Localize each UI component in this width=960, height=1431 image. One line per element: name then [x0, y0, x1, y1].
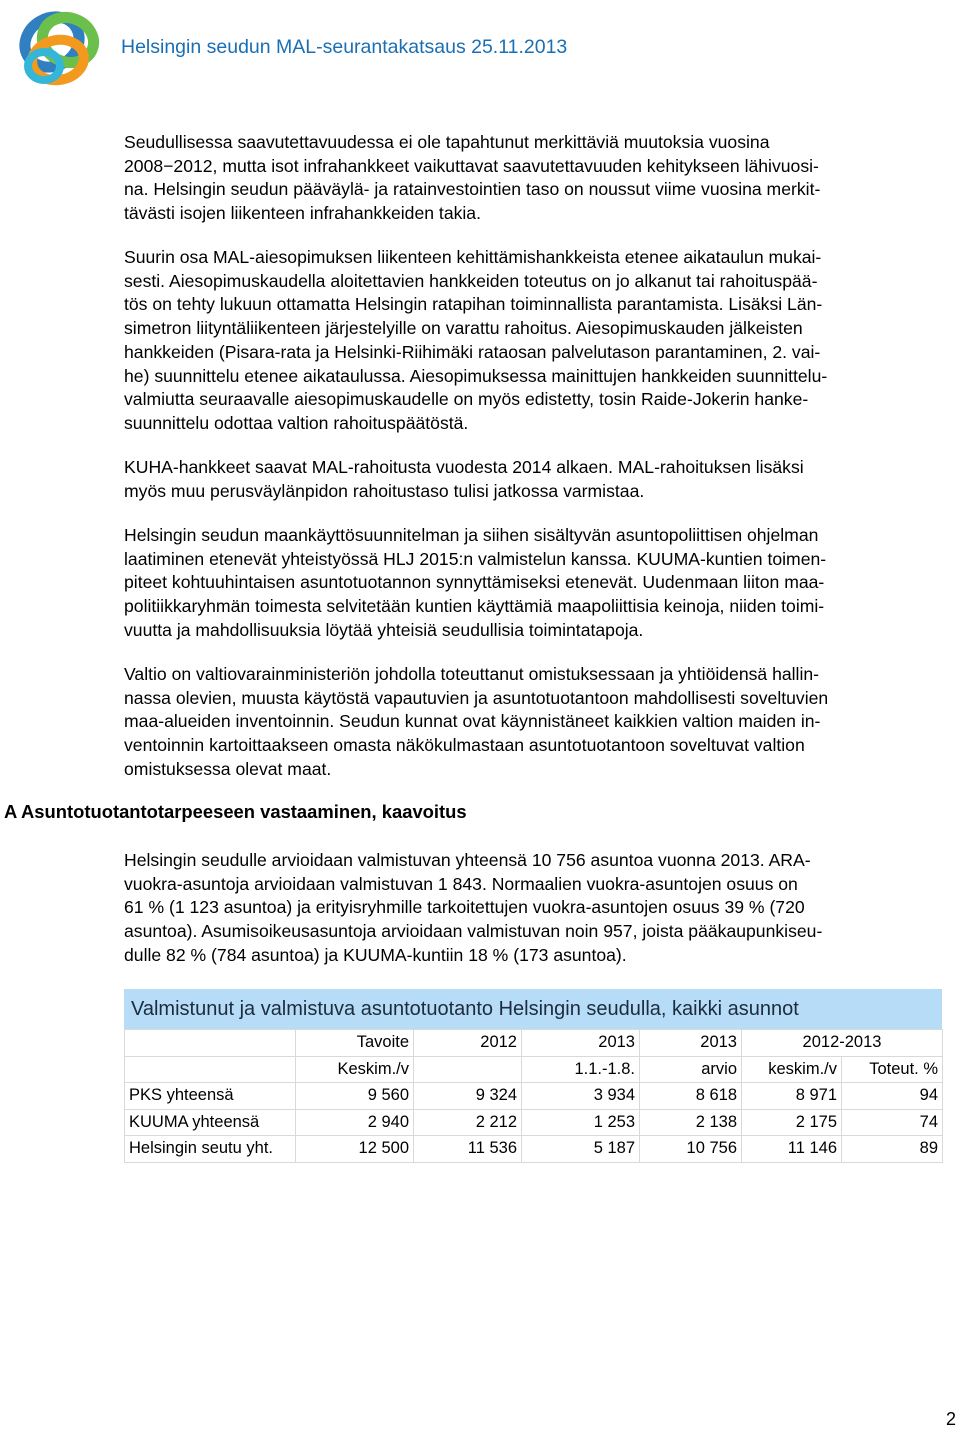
table-cell: KUUMA yhteensä: [125, 1109, 296, 1136]
table-cell: Helsingin seutu yht.: [125, 1136, 296, 1163]
table-cell: 8 971: [742, 1083, 842, 1110]
data-table: [124, 1029, 943, 1163]
table-cell: PKS yhteensä: [125, 1083, 296, 1110]
table-header-cell: arvio: [640, 1056, 742, 1083]
paragraph-transport-projects: [124, 246, 950, 436]
table-cell: 11 146: [742, 1136, 842, 1163]
table-header-cell: Keskim./v: [296, 1056, 414, 1083]
housing-production-table: [124, 989, 942, 1163]
table-cell: 89: [842, 1136, 943, 1163]
text-line: na. Helsingin seudun pääväylä- ja ratainvestointien taso on noussut viime vuosina merkit-: [124, 179, 821, 200]
text-line: Helsingin seudulle arvioidaan valmistuvan yhteensä 10 756 asuntoa vuonna 2013. ARA-: [124, 850, 811, 870]
table-title: Valmistunut ja valmistuva asuntotuotanto Helsingin seudulla, kaikki asunnot: [124, 989, 942, 1029]
text-line: Seudullisessa saavutettavuudessa ei ole tapahtunut merkittäviä muutoksia vuosina: [124, 132, 770, 152]
text-line: nassa olevien, muusta käytöstä vapautuvien ja asuntotuotantoon mahdollisesti soveltuvien: [124, 687, 829, 708]
text-line: asuntoa). Asumisoikeusasuntoja arvioidaan valmistuvan noin 957, joista pääkaupunkiseu-: [124, 921, 823, 942]
table-header-cell: [414, 1056, 522, 1083]
table-cell: 3 934: [522, 1083, 640, 1110]
text-line: vuutta ja mahdollisuuksia löytää yhteisiä seudullisia toimintatapoja.: [124, 619, 644, 640]
paragraph-state-land-inventory: [124, 663, 950, 782]
page-number: 2: [945, 1409, 956, 1429]
text-line: omistuksessa olevat maat.: [124, 758, 332, 779]
text-line: hankkeiden (Pisara-rata ja Helsinki-Riihimäki rataosan palvelutason parantaminen, 2. vai-: [124, 341, 821, 362]
section-heading: A Asuntotuotantotarpeeseen vastaaminen, kaavoitus: [4, 801, 467, 822]
table-header-cell: 1.1.-1.8.: [522, 1056, 640, 1083]
text-line: tävästi isojen liikenteen infrahankkeiden takia.: [124, 203, 481, 224]
table-header-cell: 2013: [522, 1030, 640, 1057]
table-cell: 5 187: [522, 1136, 640, 1163]
table-header-cell: [125, 1030, 296, 1057]
document-header-title: Helsingin seudun MAL-seurantakatsaus 25.11.2013: [121, 36, 568, 58]
table-cell: 9 560: [296, 1083, 414, 1110]
text-line: Suurin osa MAL-aiesopimuksen liikenteen kehittämishankkeista etenee aikataulun mukai-: [124, 247, 822, 267]
table-header-cell: 2012-2013: [742, 1030, 943, 1057]
text-line: ventoinnin kartoittaakseen omasta näkökulmastaan asuntotuotantoon soveltuvat valtion: [124, 735, 805, 756]
table-header-cell: keskim./v: [742, 1056, 842, 1083]
table-cell: 10 756: [640, 1136, 742, 1163]
table-cell: 11 536: [414, 1136, 522, 1163]
text-line: myös muu perusväylänpidon rahoitustaso tulisi jatkossa varmistaa.: [124, 480, 645, 501]
table-header-row: [125, 1030, 943, 1057]
table-cell: 2 212: [414, 1109, 522, 1136]
table-cell: 2 175: [742, 1109, 842, 1136]
text-line: 2008−2012, mutta isot infrahankkeet vaikuttavat saavutettavuuden kehitykseen lähivuosi-: [124, 155, 819, 176]
text-line: he) suunnittelu etenee aikataulussa. Aiesopimuksessa mainittujen hankkeiden suunnittelu-: [124, 365, 828, 386]
text-line: vuokra-asuntoja arvioidaan valmistuvan 1 843. Normaalien vuokra-asuntojen osuus on: [124, 873, 798, 894]
mal-logo-icon: [14, 4, 106, 88]
table-cell: 2 940: [296, 1109, 414, 1136]
table-cell: 74: [842, 1109, 943, 1136]
table-row: [125, 1083, 943, 1110]
table-header-row: [125, 1056, 943, 1083]
text-line: 61 % (1 123 asuntoa) ja erityisryhmille tarkoitettujen vuokra-asuntojen osuus 39 % (720: [124, 897, 805, 918]
table-cell: 94: [842, 1083, 943, 1110]
text-line: valmiutta seuraavalle aiesopimuskaudelle on myös edistetty, tosin Raide-Jokerin hanke-: [124, 389, 809, 410]
table-header-cell: 2012: [414, 1030, 522, 1057]
text-line: KUHA-hankkeet saavat MAL-rahoitusta vuodesta 2014 alkaen. MAL-rahoituksen lisäksi: [124, 457, 804, 477]
table-header-cell: Toteut. %: [842, 1056, 943, 1083]
text-line: tös on tehty lukuun ottamatta Helsingin ratapihan toiminnallista parantamista. Lisäksi Län-: [124, 294, 823, 315]
text-line: politiikkaryhmän toimesta selvitetään kuntien käyttämiä maapoliittisia keinoja, niiden toimi-: [124, 596, 825, 617]
table-row: [125, 1136, 943, 1163]
text-line: suunnittelu odottaa valtion rahoituspäätöstä.: [124, 412, 469, 433]
text-line: laatiminen etenevät yhteistyössä HLJ 2015:n valmistelun kanssa. KUUMA-kuntien toimen-: [124, 548, 827, 569]
text-line: Valtio on valtiovarainministeriön johdolla toteuttanut omistuksessaan ja yhtiöidensä hallin-: [124, 664, 820, 684]
table-cell: 8 618: [640, 1083, 742, 1110]
text-line: maa-alueiden inventoinnin. Seudun kunnat ovat käynnistäneet kaikkien valtion maiden in-: [124, 711, 821, 732]
table-header-cell: 2013: [640, 1030, 742, 1057]
paragraph-kuha-funding: [124, 456, 950, 503]
table-row: [125, 1109, 943, 1136]
table-cell: 12 500: [296, 1136, 414, 1163]
text-line: dulle 82 % (784 asuntoa) ja KUUMA-kuntiin 18 % (173 asuntoa).: [124, 944, 627, 965]
paragraph-accessibility: [124, 131, 950, 226]
text-line: sesti. Aiesopimuskaudella aloitettavien hankkeiden toteutus on jo alkanut tai rahoituspää-: [124, 270, 818, 291]
paragraph-land-use-plan: [124, 524, 950, 643]
table-cell: 1 253: [522, 1109, 640, 1136]
text-line: simetron liityntäliikenteen järjestelyille on varattu rahoitus. Aiesopimuskauden jälkeisten: [124, 318, 803, 339]
paragraph-housing-production: [124, 849, 950, 968]
table-header-cell: [125, 1056, 296, 1083]
text-line: Helsingin seudun maankäyttösuunnitelman ja siihen sisältyvän asuntopoliittisen ohjelman: [124, 525, 819, 545]
table-cell: 2 138: [640, 1109, 742, 1136]
table-header-cell: Tavoite: [296, 1030, 414, 1057]
text-line: piteet kohtuuhintaisen asuntotuotannon synnyttämiseksi etenevät. Uudenmaan liiton maa-: [124, 572, 825, 593]
table-cell: 9 324: [414, 1083, 522, 1110]
